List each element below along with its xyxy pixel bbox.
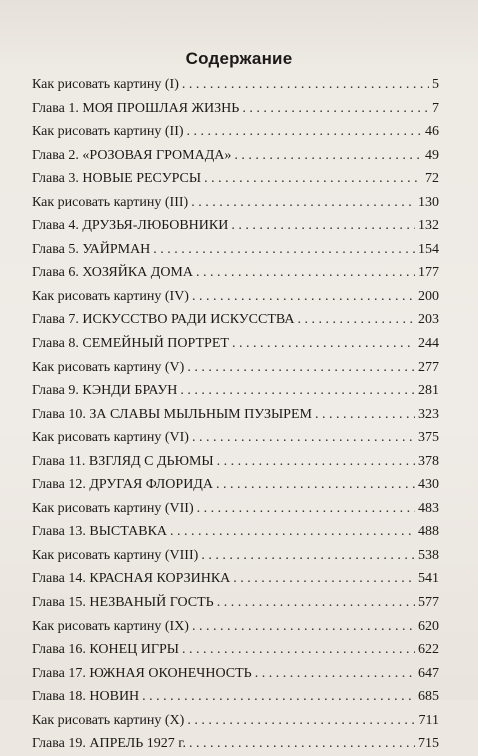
dot-leader: [231, 214, 415, 238]
toc-entry: [32, 144, 439, 168]
toc-entry-page-number: 430: [418, 477, 439, 493]
toc-entry-title: Глава 13. ВЫСТАВКА: [32, 524, 168, 540]
toc-entry: [32, 473, 439, 497]
toc-entry-title: Глава 6. ХОЗЯЙКА ДОМА: [32, 265, 193, 281]
toc-entry-page-number: 177: [418, 265, 439, 281]
toc-entry-title: Как рисовать картину (III): [32, 194, 189, 210]
toc-entry: [32, 356, 439, 380]
dot-leader: [242, 97, 429, 121]
dot-leader: [201, 544, 415, 568]
toc-entry-title: Глава 11. ВЗГЛЯД С ДЬЮМЫ: [32, 453, 214, 469]
toc-entry: [32, 732, 439, 756]
toc-entry: [32, 191, 439, 215]
toc-entry-title: Глава 3. НОВЫЕ РЕСУРСЫ: [32, 171, 202, 187]
dot-leader: [170, 520, 415, 544]
table-of-contents: [32, 73, 439, 756]
toc-entry-title: Глава 8. СЕМЕЙНЫЙ ПОРТРЕТ: [32, 336, 229, 352]
dot-leader: [297, 308, 415, 332]
toc-entry-page-number: 323: [418, 406, 439, 422]
dot-leader: [192, 285, 415, 309]
toc-entry-page-number: 130: [418, 194, 439, 210]
toc-entry: [32, 167, 439, 191]
toc-entry: [32, 379, 439, 403]
toc-entry: [32, 261, 439, 285]
dot-leader: [187, 356, 415, 380]
dot-leader: [180, 379, 415, 403]
toc-entry: [32, 685, 439, 709]
dot-leader: [189, 732, 415, 756]
dot-leader: [187, 709, 415, 733]
dot-leader: [187, 120, 422, 144]
toc-entry-page-number: 72: [425, 171, 439, 187]
toc-entry-title: Глава 14. КРАСНАЯ КОРЗИНКА: [32, 571, 231, 587]
toc-entry-page-number: 281: [418, 383, 439, 399]
toc-entry-page-number: 711: [418, 712, 439, 728]
toc-entry-title: Глава 5. УАЙРМАН: [32, 241, 151, 257]
toc-entry-page-number: 538: [418, 547, 439, 563]
dot-leader: [196, 261, 415, 285]
dot-leader: [191, 191, 415, 215]
toc-entry: [32, 520, 439, 544]
toc-entry: [32, 403, 439, 427]
dot-leader: [182, 638, 415, 662]
toc-entry-page-number: 277: [418, 359, 439, 375]
toc-entry-page-number: 483: [418, 500, 439, 516]
toc-entry-title: Глава 19. АПРЕЛЬ 1927 г.: [32, 736, 186, 752]
dot-leader: [216, 473, 415, 497]
toc-entry: [32, 426, 439, 450]
toc-entry-title: Как рисовать картину (I): [32, 77, 179, 92]
toc-entry: [32, 567, 439, 591]
toc-entry-title: Как рисовать картину (II): [32, 124, 184, 140]
toc-entry: [32, 544, 439, 568]
toc-entry-title: Как рисовать картину (X): [32, 712, 185, 728]
toc-entry-page-number: 200: [418, 288, 439, 304]
toc-entry: [32, 97, 439, 121]
toc-entry-page-number: 541: [418, 571, 439, 587]
toc-entry: [32, 591, 439, 615]
toc-entry-page-number: 375: [418, 430, 439, 446]
dot-leader: [204, 167, 422, 191]
dot-leader: [197, 497, 415, 521]
toc-entry-page-number: 7: [432, 100, 439, 116]
toc-entry-title: Как рисовать картину (VI): [32, 430, 189, 446]
dot-leader: [217, 591, 415, 615]
toc-entry-page-number: 378: [418, 453, 439, 469]
toc-entry: [32, 332, 439, 356]
toc-entry-title: Глава 10. ЗА СЛАВЫ МЫЛЬНЫМ ПУЗЫРЕМ: [32, 406, 312, 422]
dot-leader: [217, 450, 415, 474]
toc-entry-title: Как рисовать картину (IX): [32, 618, 189, 634]
toc-entry-title: Как рисовать картину (V): [32, 359, 185, 375]
toc-entry: [32, 308, 439, 332]
toc-entry-title: Глава 15. НЕЗВАНЫЙ ГОСТЬ: [32, 595, 214, 611]
toc-entry-title: Глава 7. ИСКУССТВО РАДИ ИСКУССТВА: [32, 312, 295, 328]
toc-entry-page-number: 203: [418, 312, 439, 328]
toc-entry-page-number: 46: [425, 124, 439, 140]
toc-entry-title: Глава 2. «РОЗОВАЯ ГРОМАДА»: [32, 147, 232, 163]
toc-entry-title: Глава 16. КОНЕЦ ИГРЫ: [32, 642, 179, 658]
dot-leader: [142, 685, 415, 709]
toc-entry: [32, 497, 439, 521]
toc-entry-page-number: 154: [418, 241, 439, 257]
toc-entry-page-number: 5: [432, 77, 439, 92]
dot-leader: [255, 662, 415, 686]
dot-leader: [192, 426, 415, 450]
dot-leader: [182, 73, 429, 97]
toc-entry-page-number: 622: [418, 642, 439, 658]
dot-leader: [153, 238, 415, 262]
toc-entry-page-number: 685: [418, 689, 439, 705]
toc-entry: [32, 662, 439, 686]
dot-leader: [315, 403, 415, 427]
toc-entry-page-number: 49: [425, 147, 439, 163]
toc-entry-page-number: 132: [418, 218, 439, 234]
dot-leader: [233, 567, 415, 591]
toc-entry-title: Глава 12. ДРУГАЯ ФЛОРИДА: [32, 477, 213, 493]
toc-entry-page-number: 577: [418, 595, 439, 611]
page-title: Содержание: [185, 49, 293, 69]
toc-entry: [32, 214, 439, 238]
toc-entry-page-number: 488: [418, 524, 439, 540]
toc-entry: [32, 615, 439, 639]
dot-leader: [234, 144, 422, 168]
toc-entry-title: Глава 9. КЭНДИ БРАУН: [32, 383, 178, 399]
toc-entry-title: Глава 18. НОВИН: [32, 689, 140, 705]
toc-entry: [32, 709, 439, 733]
toc-entry-title: Глава 17. ЮЖНАЯ ОКОНЕЧНОСТЬ: [32, 665, 252, 681]
toc-entry: [32, 120, 439, 144]
toc-entry-page-number: 244: [418, 336, 439, 352]
dot-leader: [232, 332, 415, 356]
toc-entry-page-number: 620: [418, 618, 439, 634]
toc-entry-page-number: 647: [418, 665, 439, 681]
toc-entry-title: Как рисовать картину (VII): [32, 500, 194, 516]
toc-entry: [32, 238, 439, 262]
toc-entry-title: Глава 4. ДРУЗЬЯ-ЛЮБОВНИКИ: [32, 218, 229, 234]
toc-entry: [32, 638, 439, 662]
toc-entry: [32, 73, 439, 97]
toc-entry-title: Как рисовать картину (IV): [32, 288, 189, 304]
toc-entry-title: Как рисовать картину (VIII): [32, 547, 199, 563]
toc-entry-title: Глава 1. МОЯ ПРОШЛАЯ ЖИЗНЬ: [32, 100, 240, 116]
toc-entry: [32, 285, 439, 309]
dot-leader: [192, 615, 415, 639]
toc-entry-page-number: 715: [418, 736, 439, 752]
toc-entry: [32, 450, 439, 474]
